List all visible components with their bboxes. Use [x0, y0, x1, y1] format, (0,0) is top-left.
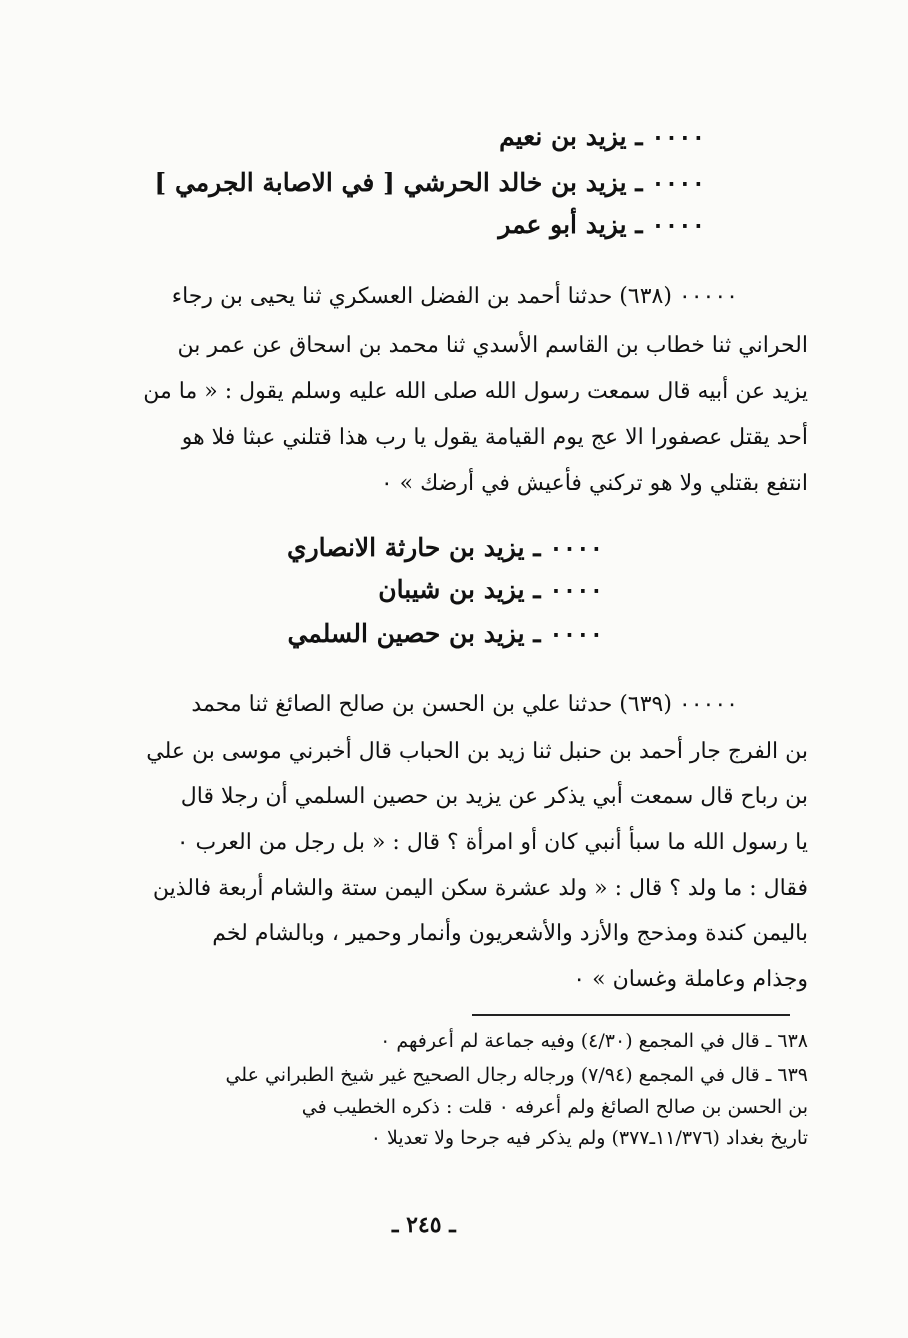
hadith-line: بن الفرج جار أحمد بن حنبل ثنا زيد بن الحباب قال أخبرني موسى بن علي	[146, 739, 808, 764]
entry-heading: ٠٠٠٠ ـ يزيد بن خالد الحرشي [ في الاصابة الجرمي ]	[154, 168, 705, 197]
hadith-line: فقال : ما ولد ؟ قال : « ولد عشرة سكن اليمن ستة والشام أربعة فالذين	[152, 876, 808, 901]
hadith-line: ٠٠٠٠٠ (٦٣٩) حدثنا علي بن الحسن بن صالح الصائغ ثنا محمد	[191, 692, 738, 717]
hadith-line: وجذام وعاملة وغسان » ٠	[573, 967, 808, 992]
entry-heading: ٠٠٠٠ ـ يزيد بن نعيم	[499, 122, 705, 151]
hadith-line: باليمن كندة ومذحج والأزد والأشعريون وأنمار وحمير ، وبالشام لخم	[212, 921, 808, 946]
entry-heading: ٠٠٠٠ ـ يزيد بن شيبان	[378, 575, 603, 604]
hadith-line: يزيد عن أبيه قال سمعت رسول الله صلى الله عليه وسلم يقول : « ما من	[143, 379, 808, 404]
hadith-line: أحد يقتل عصفورا الا عج يوم القيامة يقول يا رب هذا قتلني عبثا فلا هو	[181, 425, 808, 450]
footnote-separator	[472, 1014, 790, 1016]
entry-heading: ٠٠٠٠ ـ يزيد بن حصين السلمي	[287, 619, 603, 648]
footnote-line: تاريخ بغداد (١١/٣٧٦ـ٣٧٧) ولم يذكر فيه جرحا ولا تعديلا ٠	[370, 1127, 808, 1149]
hadith-line: يا رسول الله ما سبأ أنبي كان أو امرأة ؟ قال : « بل رجل من العرب ٠	[176, 830, 808, 855]
hadith-line: الحراني ثنا خطاب بن القاسم الأسدي ثنا محمد بن اسحاق عن عمر بن	[177, 333, 808, 358]
page-number: ـ ٢٤٥ ـ	[392, 1212, 456, 1238]
entry-heading: ٠٠٠٠ ـ يزيد بن حارثة الانصاري	[287, 533, 603, 562]
hadith-line: بن رباح قال سمعت أبي يذكر عن يزيد بن حصين السلمي أن رجلا قال	[180, 784, 808, 809]
hadith-line: انتفع بقتلي ولا هو تركني فأعيش في أرضك » ٠	[380, 471, 808, 496]
footnote-line: ٦٣٩ ـ قال في المجمع (٧/٩٤) ورجاله رجال الصحيح غير شيخ الطبراني علي	[225, 1064, 808, 1086]
hadith-line: ٠٠٠٠٠ (٦٣٨) حدثنا أحمد بن الفضل العسكري ثنا يحيى بن رجاء	[171, 284, 738, 309]
entry-heading: ٠٠٠٠ ـ يزيد أبو عمر	[498, 210, 705, 239]
footnote-line: بن الحسن بن صالح الصائغ ولم أعرفه ٠ قلت : ذكره الخطيب في	[301, 1096, 808, 1118]
footnote-line: ٦٣٨ ـ قال في المجمع (٤/٣٠) وفيه جماعة لم أعرفهم ٠	[380, 1030, 808, 1052]
